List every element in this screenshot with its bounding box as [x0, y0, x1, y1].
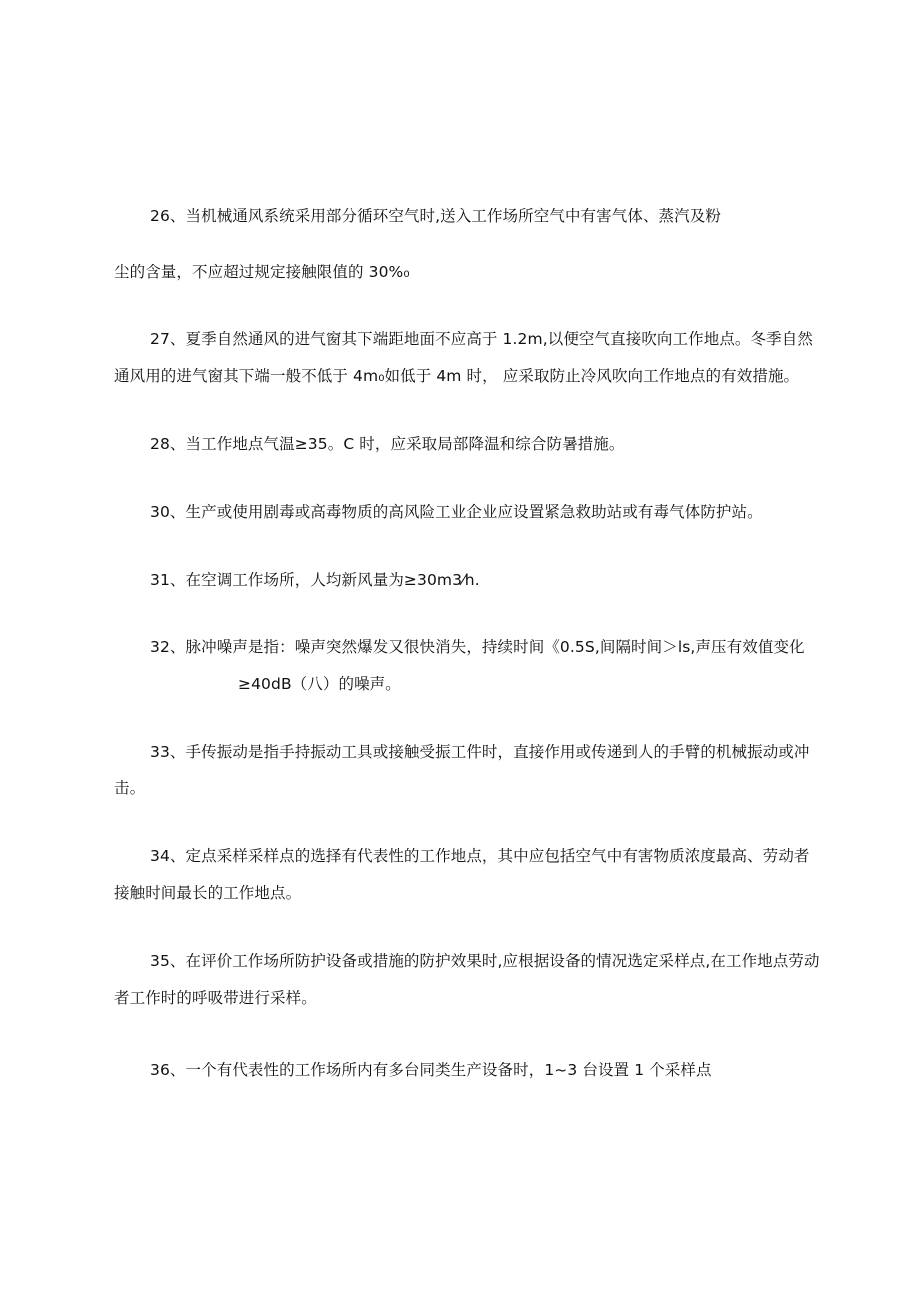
item-33-line-2: 击。 — [114, 779, 146, 797]
item-36-line-1: 36、一个有代表性的工作场所内有多台同类生产设备时，1~3 台设置 1 个采样点 — [150, 1061, 712, 1079]
item-31-line-1: 31、在空调工作场所，人均新风量为≥30m3⁄h. — [150, 571, 480, 589]
item-32-line-1: 32、脉冲噪声是指：噪声突然爆发又很快消失，持续时间《0.5S,间隔时间＞ls,声压有效值变化 — [150, 638, 805, 656]
item-33-line-1: 33、手传振动是指手持振动工具或接触受振工件时，直接作用或传递到人的手臂的机械振动或冲 — [150, 743, 810, 761]
item-26-line-1: 26、当机械通风系统采用部分循环空气时,送入工作场所空气中有害气体、蒸汽及粉 — [150, 207, 721, 225]
item-26-line-2: 尘的含量，不应超过规定接触限值的 30%₀ — [114, 263, 410, 281]
item-27-line-1: 27、夏季自然通风的进气窗其下端距地面不应高于 1.2m,以便空气直接吹向工作地点。冬季自然 — [150, 330, 813, 348]
item-27-line-2: 通风用的进气窗其下端一般不低于 4m₀如低于 4m 时， 应采取防止冷风吹向工作地点的有效措施。 — [114, 367, 800, 385]
item-28-line-1: 28、当工作地点气温≥35。C 时，应采取局部降温和综合防暑措施。 — [150, 435, 625, 453]
item-34-line-1: 34、定点采样采样点的选择有代表性的工作地点，其中应包括空气中有害物质浓度最高、劳动者 — [150, 847, 810, 865]
item-35-line-1: 35、在评价工作场所防护设备或措施的防护效果时,应根据设备的情况选定采样点,在工作地点劳动 — [150, 952, 820, 970]
item-34-line-2: 接触时间最长的工作地点。 — [114, 884, 302, 902]
item-30-line-1: 30、生产或使用剧毒或高毒物质的高风险工业企业应设置紧急救助站或有毒气体防护站。 — [150, 503, 763, 521]
item-32-line-2: ≥40dB（八）的噪声。 — [238, 675, 401, 693]
item-35-line-2: 者工作时的呼吸带进行采样。 — [114, 989, 317, 1007]
